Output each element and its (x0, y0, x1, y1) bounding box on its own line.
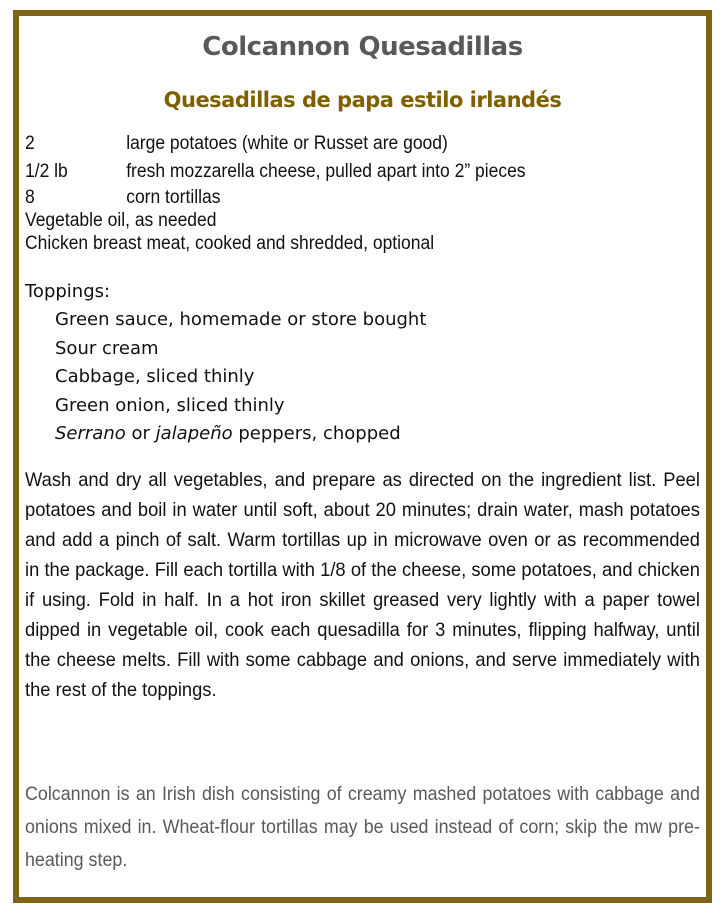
recipe-card (13, 10, 712, 903)
topping-item: Cabbage, sliced thinly (55, 366, 255, 387)
recipe-subtitle: Quesadillas de papa estilo irlandés (163, 88, 562, 112)
pepper-name-jalapeno: jalapeño (155, 423, 233, 444)
toppings-section (25, 278, 426, 449)
ingredient-row (25, 186, 526, 209)
ingredient-description: fresh mozzarella cheese, pulled apart into 2” pieces (126, 161, 526, 182)
ingredient-description: Chicken breast meat, cooked and shredded, optional (25, 233, 435, 254)
ingredient-description: Vegetable oil, as needed (25, 210, 217, 231)
ingredients-list (25, 130, 569, 255)
topping-item-peppers (25, 420, 426, 449)
pepper-rest: peppers, chopped (232, 423, 401, 444)
ingredient-row-extra (25, 209, 526, 232)
ingredient-row-extra (25, 232, 526, 255)
ingredient-quantity: 8 (25, 187, 35, 208)
ingredient-description: large potatoes (white or Russet are good) (126, 133, 448, 154)
pepper-connector: or (125, 423, 156, 444)
ingredient-row (25, 158, 526, 186)
ingredient-row (25, 130, 526, 158)
ingredient-quantity: 2 (25, 133, 35, 154)
ingredient-quantity: 1/2 lb (25, 161, 68, 182)
topping-item: Green sauce, homemade or store bought (55, 309, 427, 330)
recipe-note: Colcannon is an Irish dish consisting of creamy mashed potatoes with cabbage and onions mixed in. Wheat-flour tortillas may be used instead of corn; skip the mw pre-heating step. (25, 784, 700, 871)
pepper-name-serrano: Serrano (55, 423, 126, 444)
ingredient-description: corn tortillas (126, 187, 221, 208)
toppings-heading: Toppings: (25, 281, 111, 302)
topping-item: Green onion, sliced thinly (55, 394, 285, 416)
recipe-title: Colcannon Quesadillas (202, 32, 523, 62)
topping-item: Sour cream (55, 337, 159, 359)
instructions-paragraph: Wash and dry all vegetables, and prepare as directed on the ingredient list. Peel potatoes and boil in water until soft, about 20 minutes; drain water, mash potatoes and add a pinch of salt. Warm tortillas up in microwave oven or as recommended in the package. Fill each tortilla with 1/8 of the cheese, some potatoes, and chicken if using. Fold in half. In a hot iron skillet greased very lightly with a paper towel dipped in vegetable oil, cook each quesadilla for 3 minutes, flipping halfway, until the cheese melts. Fill with some cabbage and onions, and serve immediately with the rest of the toppings. (25, 469, 700, 701)
